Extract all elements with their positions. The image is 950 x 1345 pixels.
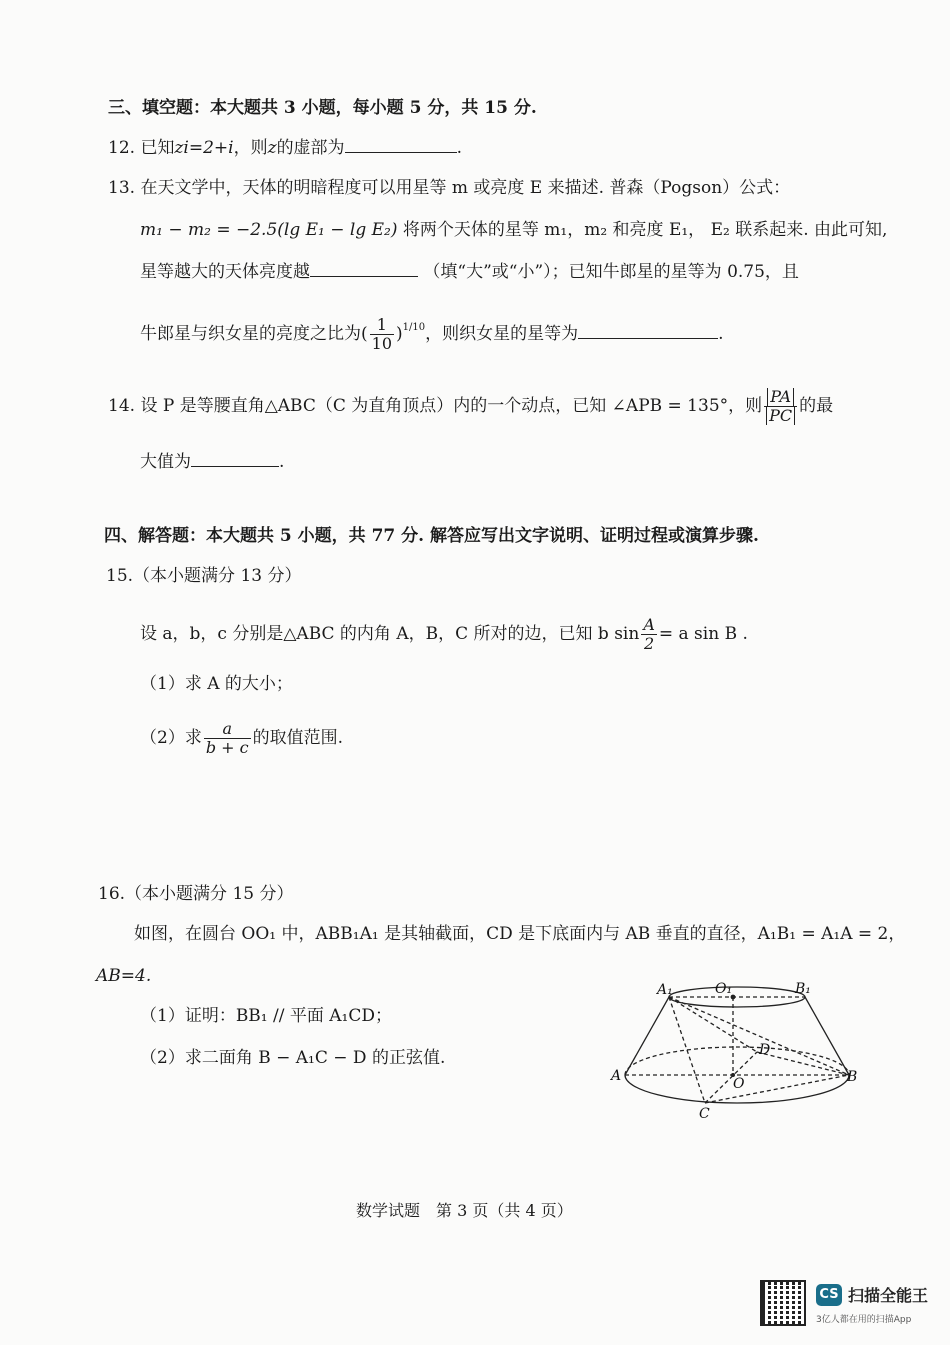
- q13-end: .: [718, 324, 724, 344]
- q15-p2-text-b: 的取值范围.: [252, 728, 344, 748]
- label-o1: O₁: [715, 981, 733, 997]
- q14-end: .: [279, 452, 285, 472]
- q12-answer-blank[interactable]: [345, 136, 457, 153]
- label-b1: B₁: [795, 981, 811, 997]
- q12-end: .: [456, 138, 462, 158]
- q13-ratio-fraction: [370, 316, 394, 353]
- q13-exponent: 1/10: [402, 322, 426, 333]
- q13-line4-text-a: 牛郎星与织女星的亮度之比为: [140, 324, 361, 344]
- q13-answer-blank-2[interactable]: [578, 322, 718, 339]
- watermark-name: 扫描全能王: [848, 1286, 929, 1305]
- q12-number: 12.: [108, 138, 136, 158]
- q13-answer-blank-1[interactable]: [310, 260, 418, 277]
- label-b: B: [847, 1069, 858, 1085]
- label-d: D: [759, 1042, 771, 1058]
- question-13-line1: [108, 176, 790, 200]
- q15-frac-den: 2: [644, 634, 655, 653]
- frustum-figure: [605, 980, 875, 1120]
- section-4-heading: 四、解答题：本大题共 5 小题，共 77 分. 解答应写出文字说明、证明过程或演算步骤.: [104, 526, 759, 546]
- q16-part-2: （2）求二面角 B − A₁C − D 的正弦值.: [140, 1048, 446, 1068]
- q14-frac-num: PA: [767, 388, 794, 406]
- generator-b: [805, 997, 849, 1075]
- question-13-line2: [140, 218, 887, 242]
- q16-part-1: （1）证明：BB₁ // 平面 A₁CD；: [140, 1006, 393, 1026]
- q15-p2-num: a: [204, 720, 251, 739]
- q15-ratio-fraction: [204, 720, 251, 757]
- segment-db: [757, 1052, 849, 1075]
- segment-a1d: [669, 997, 757, 1052]
- q16-stem-line2: AB=4.: [96, 966, 152, 986]
- q14-line1-text-a: 设 P 是等腰直角△ABC（C 为直角顶点）内的一个动点，已知 ∠APB = 135°，则: [140, 396, 763, 416]
- q14-answer-blank[interactable]: [191, 450, 279, 467]
- diameter-cd: [705, 1052, 757, 1103]
- label-o: O: [733, 1076, 745, 1092]
- q13-frac-num: 1: [370, 316, 394, 335]
- q12-equation: zi=2+i: [174, 138, 234, 158]
- q12-text-b: ，则: [233, 138, 268, 158]
- page-footer: 数学试题 第 3 页（共 4 页）: [356, 1201, 573, 1220]
- q13-line2-text: 将两个天体的星等 m₁，m₂ 和亮度 E₁， E₂ 联系起来. 由此可知,: [402, 220, 888, 240]
- q13-line4-text-b: ，则织女星的星等为: [425, 324, 579, 344]
- q14-frac-den: PC: [766, 407, 795, 425]
- q14-number: 14.: [108, 396, 136, 416]
- q14-line1-text-b: 的最: [799, 396, 834, 416]
- q13-line3-text-a: 星等越大的天体亮度越: [140, 262, 310, 282]
- watermark-tagline: 3亿人都在用的扫描App: [816, 1315, 912, 1325]
- q13-line1-text: 在天文学中，天体的明暗程度可以用星等 m 或亮度 E 来描述. 普森（Pogson）公式：: [140, 178, 791, 198]
- q16-stem-line1: 如图，在圆台 OO₁ 中，ABB₁A₁ 是其轴截面，CD 是下底面内与 AB 垂直的直径，A₁B₁ = A₁A = 2，: [134, 924, 906, 944]
- q13-frac-den: 10: [371, 334, 392, 353]
- q15-part-1: （1）求 A 的大小；: [140, 674, 293, 694]
- q15-p2-den: b + c: [205, 738, 249, 757]
- segment-a1b: [669, 997, 849, 1075]
- label-a1: A₁: [657, 982, 673, 998]
- label-a: A: [611, 1068, 622, 1084]
- section-3-heading: 三、填空题：本大题共 3 小题，每小题 5 分，共 15 分.: [108, 98, 537, 118]
- q16-title: 16.（本小题满分 15 分）: [98, 884, 294, 904]
- question-13-line4: 牛郎星与织女星的亮度之比为( $\frac{1}{10}$ )$^{1/10}$，则织女星的星等为 .: [140, 315, 724, 353]
- scanner-watermark: [760, 1280, 930, 1330]
- question-12: [108, 136, 462, 160]
- q13-line3-text-b: （填“大”或“小”）；已知牛郎星的星等为 0.75，且: [423, 262, 799, 282]
- q15-stem-b: = a sin B .: [658, 624, 748, 644]
- q13-number: 13.: [108, 178, 136, 198]
- q15-half-angle-fraction: [641, 616, 657, 653]
- q15-p2-text-a: （2）求: [140, 728, 202, 748]
- q14-ratio-fraction: [764, 388, 797, 425]
- camscanner-logo-icon: CS: [816, 1284, 842, 1306]
- question-14-line2: [140, 450, 284, 474]
- q12-text-a: 已知: [140, 138, 175, 158]
- label-c: C: [699, 1106, 710, 1120]
- segment-cb: [705, 1075, 849, 1103]
- question-13-line3: [140, 260, 799, 284]
- q15-title: 15.（本小题满分 13 分）: [106, 566, 302, 586]
- qr-code-icon: [760, 1280, 806, 1326]
- q15-stem-a: 设 a，b，c 分别是△ABC 的内角 A，B，C 所对的边，已知 b sin: [140, 624, 640, 644]
- q12-text-c: 的虚部为: [276, 138, 345, 158]
- q12-var: z: [267, 138, 277, 158]
- q14-line2-text: 大值为: [140, 452, 191, 472]
- q15-stem: [140, 616, 748, 653]
- q13-pogson-formula: m₁ − m₂ = −2.5(lg E₁ − lg E₂): [140, 220, 398, 240]
- generator-a: [625, 997, 669, 1075]
- q15-frac-num: A: [643, 615, 655, 634]
- q15-part-2: [140, 720, 343, 757]
- question-14-line1: [108, 388, 833, 425]
